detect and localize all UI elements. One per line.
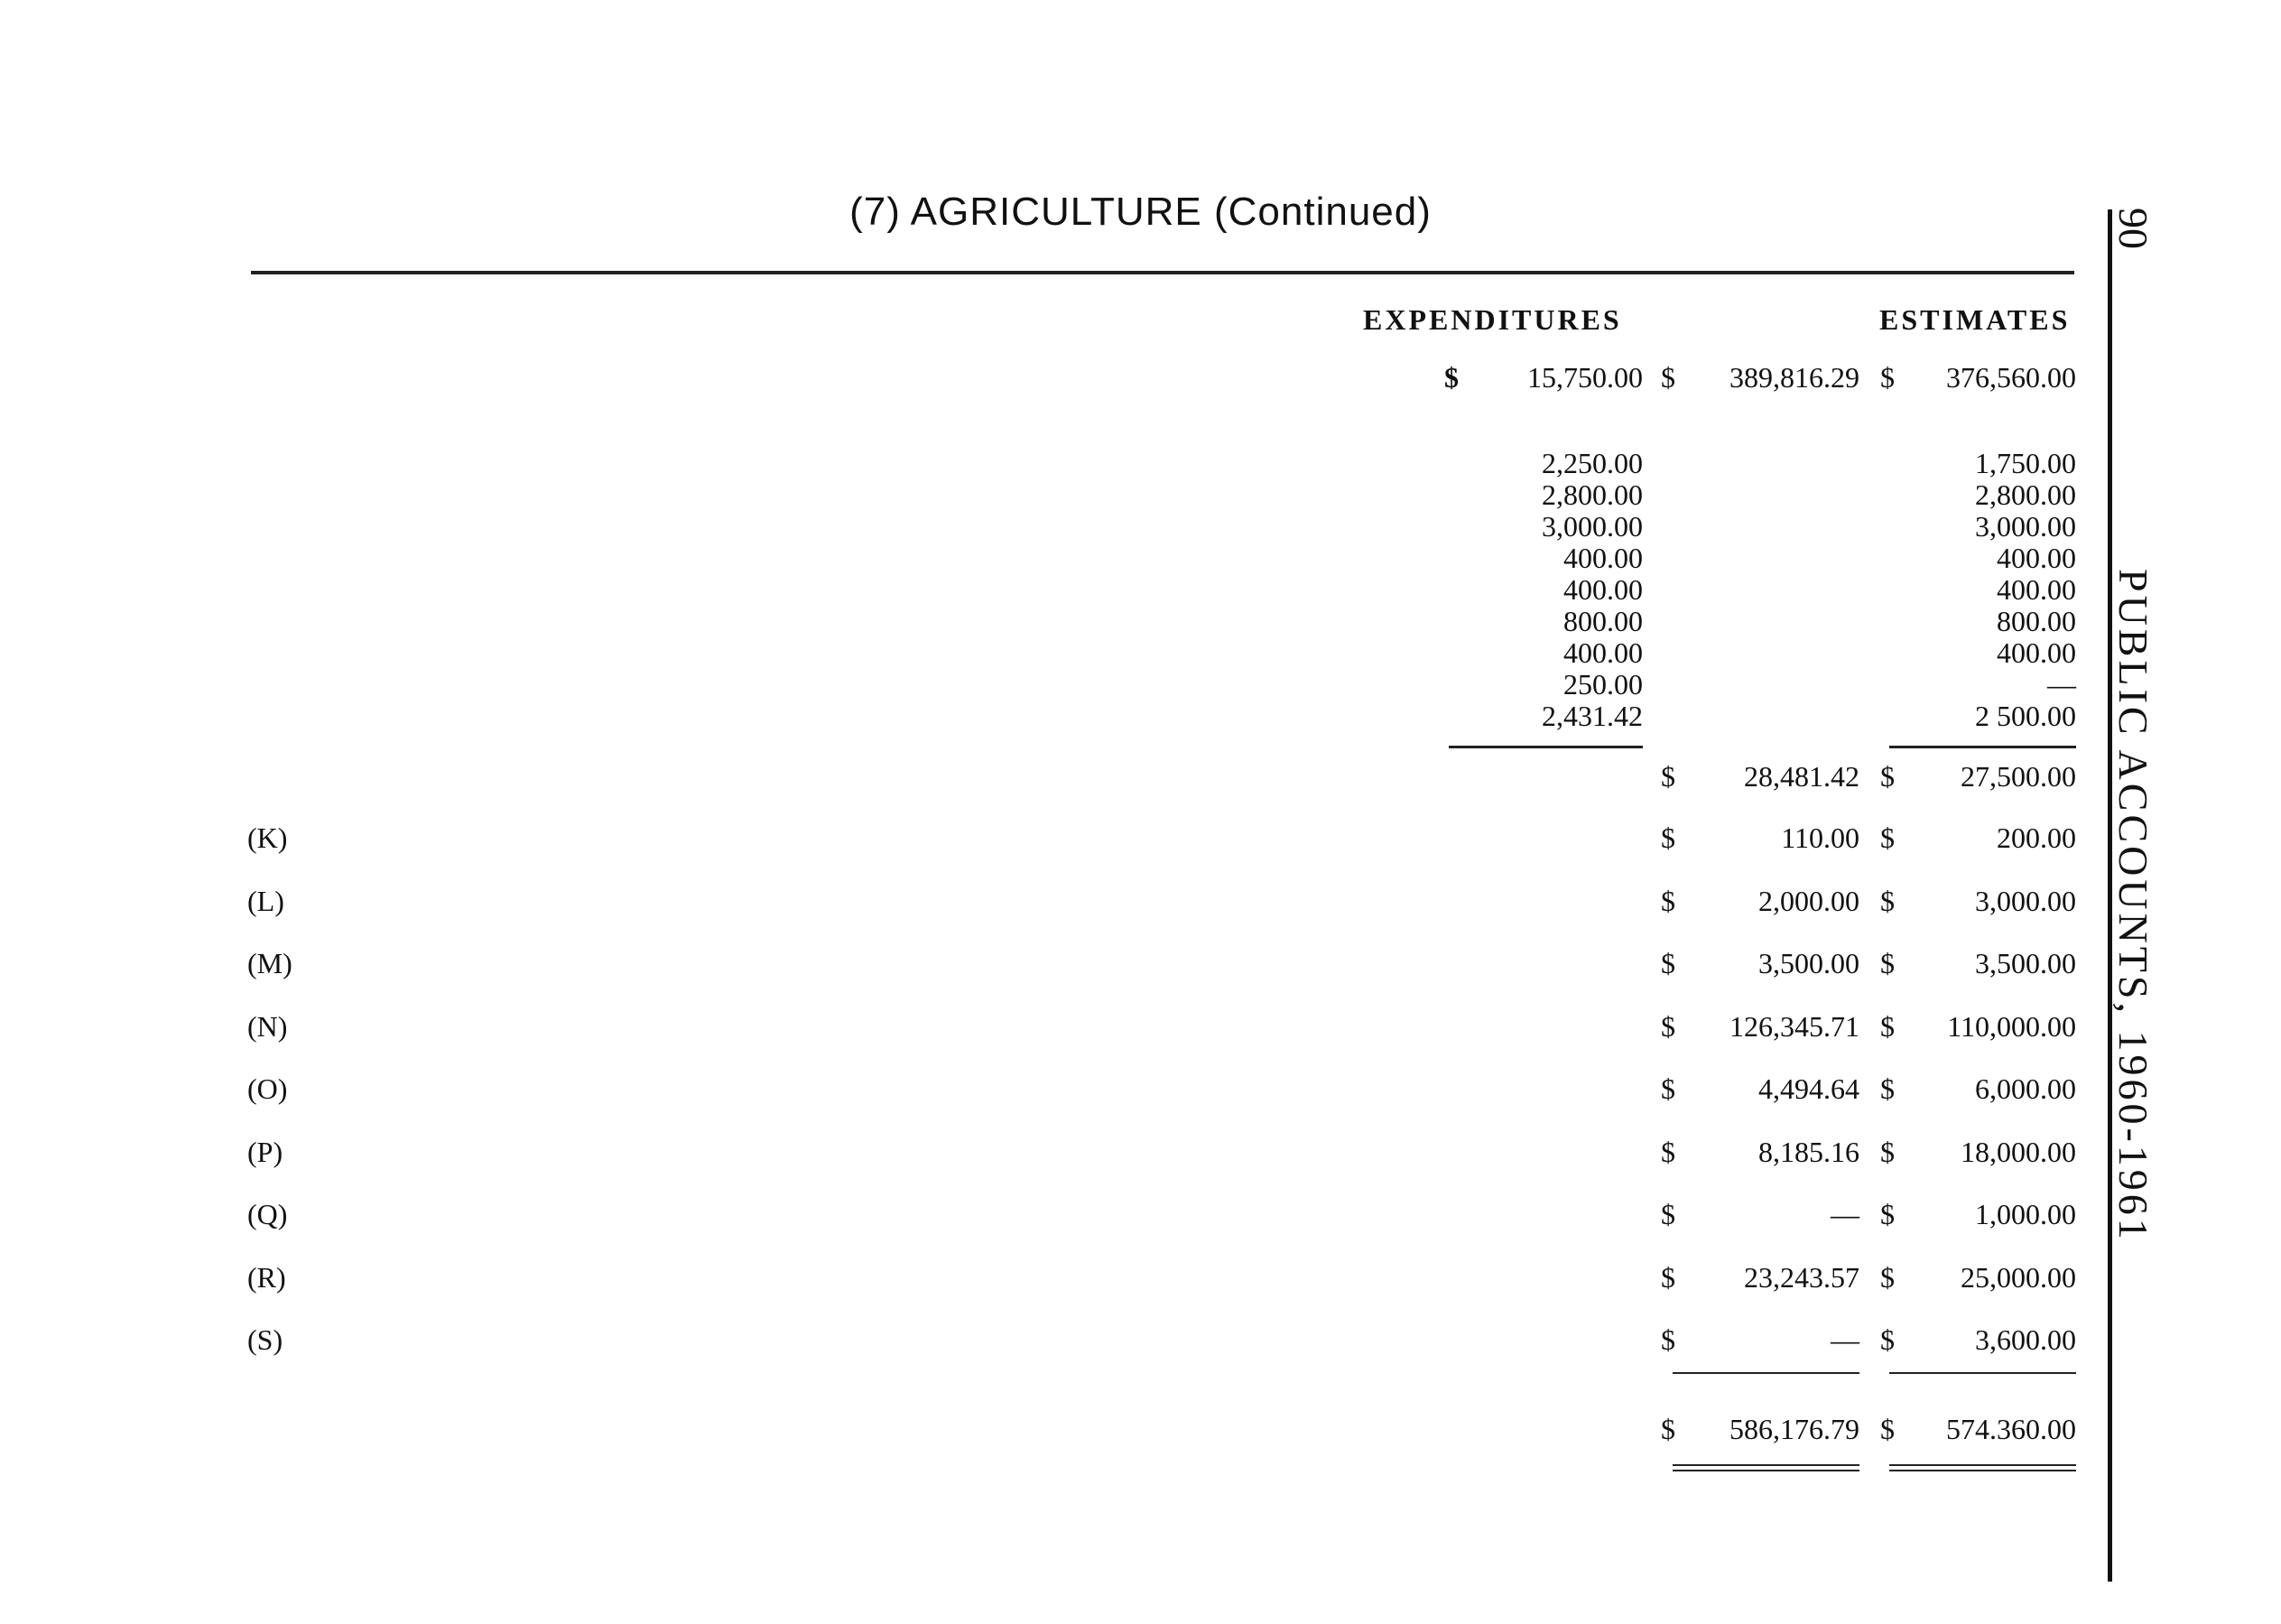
section-code: (P) <box>247 1135 283 1168</box>
currency-sign: $ <box>1880 361 1895 394</box>
section-estimate: 6,000.00 <box>1975 1072 2076 1105</box>
section-estimate: 18,000.00 <box>1961 1135 2076 1168</box>
total-estimate: 574.360.00 <box>1946 1413 2076 1445</box>
currency-sign: $ <box>1661 1072 1675 1105</box>
section-expenditure: 8,185.16 <box>1758 1135 1859 1168</box>
currency-sign: $ <box>1661 1260 1675 1294</box>
detail-item-estimate: 3,000.00 <box>1975 510 2076 543</box>
currency-sign: $ <box>1661 1009 1675 1043</box>
section-expenditure: — <box>1831 1323 1859 1356</box>
currency-sign: $ <box>1661 821 1675 854</box>
section-code: (K) <box>247 821 288 854</box>
detail-item-expenditure: 400.00 <box>1563 636 1643 669</box>
detail-item-expenditure: 2,431.42 <box>1542 700 1643 732</box>
section-code: (N) <box>247 1009 288 1043</box>
section-expenditure: 126,345.71 <box>1729 1009 1859 1043</box>
detail-item-estimate: — <box>2047 668 2076 701</box>
currency-sign: $ <box>1880 1009 1895 1043</box>
section-row <box>0 947 2281 987</box>
detail-item-row <box>0 700 2281 739</box>
estimate-total-rule <box>1889 1372 2076 1374</box>
detail-item-estimate: 400.00 <box>1997 636 2076 669</box>
section-code: (L) <box>247 884 284 917</box>
brought-forward-row <box>0 361 2281 401</box>
detail-item-expenditure: 2,800.00 <box>1542 478 1643 511</box>
currency-sign: $ <box>1880 1323 1895 1356</box>
detail-item-estimate: 2,800.00 <box>1975 478 2076 511</box>
section-expenditure: 2,000.00 <box>1758 884 1859 917</box>
estimates-column-header: ESTIMATES <box>1879 303 2071 336</box>
section-code: (R) <box>247 1260 286 1294</box>
currency-sign: $ <box>1444 361 1459 394</box>
detail-item-estimate: 400.00 <box>1997 542 2076 574</box>
detail-item-estimate: 1,750.00 <box>1975 447 2076 479</box>
estimate-double-rule <box>1889 1464 2076 1466</box>
currency-sign: $ <box>1880 1072 1895 1105</box>
section-row <box>0 885 2281 924</box>
estimate-subtotal-rule <box>1889 746 2076 748</box>
subtotal-expenditure: 28,481.42 <box>1744 760 1859 793</box>
detail-item-estimate: 800.00 <box>1997 605 2076 637</box>
currency-sign: $ <box>1661 1198 1675 1230</box>
currency-sign: $ <box>1880 1413 1895 1445</box>
expenditure-subtotal-rule <box>1449 746 1643 748</box>
total-expenditure: 586,176.79 <box>1729 1413 1859 1445</box>
section-estimate: 3,600.00 <box>1975 1323 2076 1356</box>
currency-sign: $ <box>1880 947 1895 979</box>
brought-forward-expenditure-total: 389,816.29 <box>1729 361 1859 394</box>
subtotal-estimate: 27,500.00 <box>1961 760 2076 793</box>
detail-item-expenditure: 800.00 <box>1563 605 1643 637</box>
currency-sign: $ <box>1880 884 1895 917</box>
running-header-vertical: PUBLIC ACCOUNTS, 1960-1961 <box>2110 569 2156 1243</box>
section-row <box>0 1072 2281 1112</box>
title-rule <box>251 271 2074 274</box>
section-row <box>0 1323 2281 1363</box>
expenditure-double-rule <box>1673 1464 1859 1466</box>
section-estimate: 110,000.00 <box>1947 1009 2076 1043</box>
currency-sign: $ <box>1661 884 1675 917</box>
brought-forward-expenditure: 15,750.00 <box>1527 361 1643 394</box>
section-expenditure: — <box>1831 1198 1859 1230</box>
brought-forward-estimate: 376,560.00 <box>1946 361 2076 394</box>
section-row <box>0 1136 2281 1175</box>
currency-sign: $ <box>1661 1323 1675 1356</box>
page-number: 90 <box>2110 208 2156 249</box>
detail-item-expenditure: 250.00 <box>1563 668 1643 701</box>
detail-item-estimate: 400.00 <box>1997 573 2076 606</box>
section-row <box>0 1010 2281 1050</box>
expenditure-total-rule <box>1673 1372 1859 1374</box>
section-estimate: 25,000.00 <box>1961 1260 2076 1294</box>
section-expenditure: 23,243.57 <box>1744 1260 1859 1294</box>
section-expenditure: 4,494.64 <box>1758 1072 1859 1105</box>
detail-item-estimate: 2 500.00 <box>1975 700 2076 732</box>
currency-sign: $ <box>1880 1260 1895 1294</box>
currency-sign: $ <box>1880 1198 1895 1230</box>
expenditure-double-rule-2 <box>1673 1470 1859 1471</box>
detail-item-expenditure: 3,000.00 <box>1542 510 1643 543</box>
section-estimate: 3,000.00 <box>1975 884 2076 917</box>
detail-item-expenditure: 400.00 <box>1563 573 1643 606</box>
expenditures-column-header: EXPENDITURES <box>1363 303 1622 336</box>
subtotal-row <box>0 760 2281 800</box>
total-row <box>0 1413 2281 1452</box>
section-row <box>0 821 2281 861</box>
currency-sign: $ <box>1661 1135 1675 1168</box>
currency-sign: $ <box>1661 947 1675 979</box>
section-row <box>0 1261 2281 1301</box>
section-code: (S) <box>247 1323 283 1356</box>
currency-sign: $ <box>1880 821 1895 854</box>
estimate-double-rule-2 <box>1889 1470 2076 1471</box>
currency-sign: $ <box>1661 1413 1675 1445</box>
page-title: (7) AGRICULTURE (Continued) <box>849 190 1432 234</box>
section-code: (O) <box>247 1072 288 1105</box>
section-expenditure: 110.00 <box>1781 821 1859 854</box>
detail-item-expenditure: 2,250.00 <box>1542 447 1643 479</box>
currency-sign: $ <box>1661 361 1675 394</box>
section-code: (M) <box>247 947 292 979</box>
section-estimate: 200.00 <box>1997 821 2076 854</box>
section-code: (Q) <box>247 1198 288 1230</box>
currency-sign: $ <box>1880 760 1895 793</box>
detail-item-expenditure: 400.00 <box>1563 542 1643 574</box>
currency-sign: $ <box>1880 1135 1895 1168</box>
section-row <box>0 1198 2281 1238</box>
section-expenditure: 3,500.00 <box>1758 947 1859 979</box>
currency-sign: $ <box>1661 760 1675 793</box>
section-estimate: 1,000.00 <box>1975 1198 2076 1230</box>
section-estimate: 3,500.00 <box>1975 947 2076 979</box>
